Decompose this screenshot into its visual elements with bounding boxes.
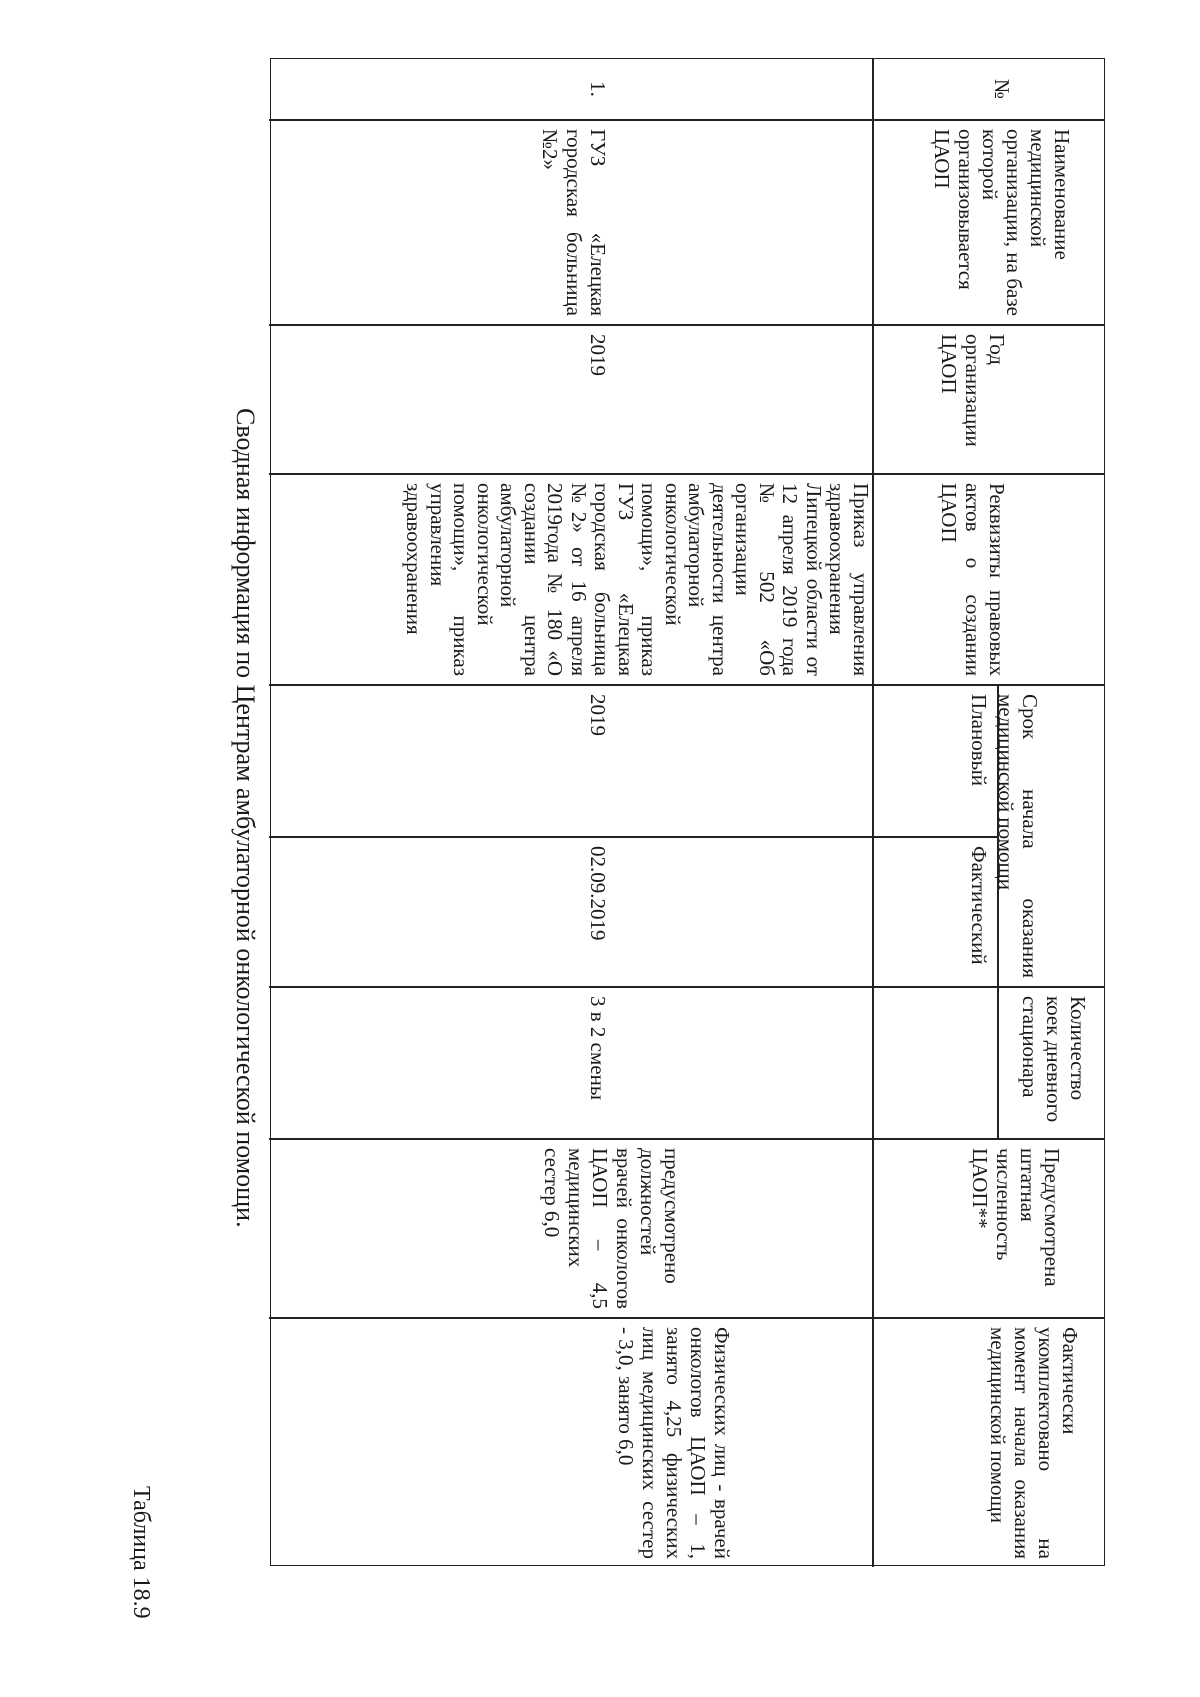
header-term: Срок начала оказания медицинской помощи xyxy=(994,694,1042,978)
header-staff-fact: Фактически укомплектовано на момент начала оказания медицинской помощи xyxy=(986,1327,1082,1559)
header-term-plan: Плановый xyxy=(967,694,991,786)
row-year: 2019 xyxy=(586,334,610,376)
row-staff-plan: предусмотрено должностей врачей онкологов ЦАОП – 4,5 медицинских сестер 6,0 xyxy=(540,1148,684,1309)
row-beds: 3 в 2 смены xyxy=(586,996,610,1100)
header-beds: Количество коек дневного стационара xyxy=(1018,996,1090,1123)
row-num: 1. xyxy=(586,81,610,97)
header-staff-plan: Предусмотрена штатная численность ЦАОП** xyxy=(968,1148,1064,1287)
header-num: № xyxy=(990,78,1014,100)
row-staff-fact: Физических лиц - врачей онкологов ЦАОП – 1, занято 4,25 физических лиц медицинских сестер - 3,0, занято 6,0 xyxy=(614,1327,734,1559)
document-title: Сводная информация по Центрам амбулаторной онкологической помощи. xyxy=(231,408,260,1228)
header-org-name: Наименование медицинской организации, на базе которой организовывается ЦАОП xyxy=(930,129,1074,316)
header-term-fact: Фактический xyxy=(967,846,991,965)
header-year: Год организации ЦАОП xyxy=(937,334,1009,447)
row-term-fact: 02.09.2019 xyxy=(586,846,610,941)
row-acts: Приказ управления здравоохранения Липецкой области от 12 апреля 2019 года № 502 «Об организации деятельности центра амбулаторной онкологической помощи», приказ ГУЗ «Елецкая городская больница №2» от 16 апреля 2019года № 180 «О создании центра амбулаторной онкологической помощи», приказ управления здравоохранения xyxy=(402,483,873,676)
header-acts: Реквизиты правовых актов о создании ЦАОП xyxy=(937,483,1009,676)
summary-table xyxy=(270,58,1105,1566)
table-caption: Таблица 18.9 xyxy=(128,1486,154,1619)
row-term-plan: 2019 xyxy=(586,694,610,736)
rotated-page xyxy=(60,58,1160,1648)
row-org-name: ГУЗ «Елецкая городская больница №2» xyxy=(538,129,610,316)
